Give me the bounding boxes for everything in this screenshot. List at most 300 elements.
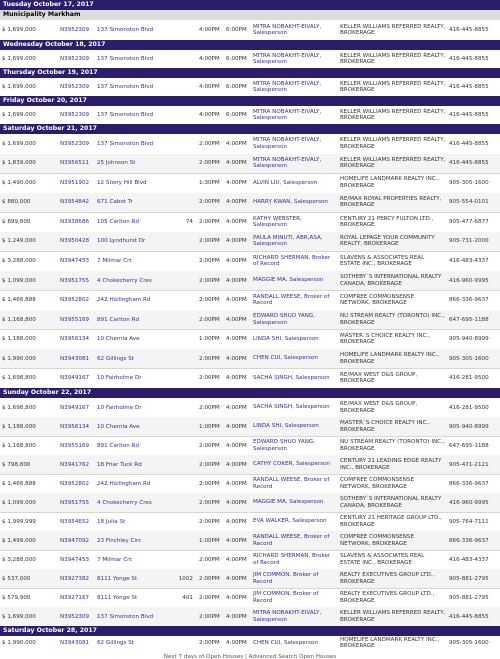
listing-mls-link[interactable] [60, 512, 98, 531]
listing-address-link-text: 4 Chokecherry Cres [97, 499, 152, 506]
listing-brokerage [340, 512, 446, 531]
listing-start-time [199, 154, 225, 174]
listing-agent-link[interactable] [253, 251, 337, 271]
listing-address-link[interactable] [97, 20, 175, 40]
listing-start-time-text: 4:00PM [199, 112, 220, 118]
listing-mls-link[interactable] [60, 531, 98, 550]
listing-agent-link-text: MITRA NOBAKHT-EIVALY, Salesperson [253, 80, 322, 93]
listing-price-text: $ 1,099,000 [2, 277, 36, 284]
listing-row [0, 493, 500, 513]
listing-agent-link[interactable] [253, 636, 337, 650]
listing-price [2, 493, 54, 512]
listing-phone-text: 647-695-1188 [449, 442, 489, 449]
listing-brokerage [340, 212, 446, 232]
listing-agent-link-text: MITRA NOBAKHT-EIVALY, Salesperson [253, 137, 322, 150]
listing-address-link[interactable] [97, 368, 175, 388]
listing-price [2, 474, 54, 493]
listing-brokerage-text: KELLER WILLIAMS REFERRED REALTY, BROKERAGE [340, 156, 446, 170]
listing-brokerage [340, 106, 446, 124]
listing-address-link[interactable] [97, 134, 175, 154]
listing-brokerage [340, 134, 446, 154]
listing-phone [449, 607, 499, 626]
listing-brokerage-text: REALTY EXECUTIVES GROUP LTD., BROKERAGE [340, 591, 435, 604]
listing-end-time [226, 310, 252, 330]
listing-agent-link[interactable] [253, 512, 337, 531]
listing-agent-link-text: MITRA NOBAKHT-EIVALY, Salesperson [253, 108, 322, 121]
listing-address-link-text: 137 Simonston Blvd [97, 613, 154, 620]
listing-price-text: $ 1,999,999 [2, 518, 36, 525]
listing-agent-link-text: CHEN CUI, Salesperson [253, 639, 318, 646]
listing-price [2, 193, 54, 213]
listing-price-text: $ 1,699,000 [2, 84, 36, 90]
listing-start-time-text: 2:00PM [199, 297, 220, 304]
listing-agent-link[interactable] [253, 20, 337, 40]
listing-agent-link-text: JIM COMMON, Broker of Record [253, 572, 319, 585]
listing-address-link[interactable] [97, 531, 175, 550]
listing-agent-link-text: SACHA SINGH, Salesperson [253, 404, 330, 411]
listing-phone-text: 866-336-9637 [449, 480, 489, 487]
listing-row [0, 349, 500, 370]
listing-address-link-text: 137 Simonston Blvd [97, 84, 154, 90]
listing-agent-link[interactable] [253, 310, 337, 330]
listing-agent-link-text: MAGGIE MA, Salesperson [253, 499, 324, 506]
listing-start-time-text: 2:00PM [199, 442, 220, 449]
listing-address-link-text: 7 Milmar Crt [97, 257, 132, 264]
listing-end-time [226, 636, 252, 650]
listing-price [2, 329, 54, 349]
listing-phone [449, 398, 499, 417]
listing-mls-link[interactable] [60, 173, 98, 193]
listing-start-time [199, 251, 225, 271]
listing-brokerage [340, 50, 446, 68]
listing-brokerage-text: CENTURY 21 HERITAGE GROUP LTD., BROKERAGE [340, 515, 442, 528]
listing-address-link[interactable] [97, 349, 175, 369]
listing-brokerage [340, 455, 446, 474]
listing-price [2, 588, 54, 607]
listing-address-link[interactable] [97, 154, 175, 174]
listing-unit [173, 20, 193, 40]
listing-start-time [199, 349, 225, 369]
listing-agent-link[interactable] [253, 154, 337, 174]
listing-price-text: $ 1,249,000 [2, 238, 36, 245]
listing-mls-link[interactable] [60, 212, 98, 232]
listing-agent-link[interactable] [253, 493, 337, 512]
listing-end-time [226, 50, 252, 68]
listing-mls-link[interactable] [60, 154, 98, 174]
listing-brokerage [340, 78, 446, 96]
listing-start-time-text: 1:00PM [199, 423, 220, 430]
listing-brokerage [340, 290, 446, 310]
listing-agent-link[interactable] [253, 212, 337, 232]
listing-row [0, 78, 500, 96]
listing-end-time-text: 4:00PM [226, 336, 247, 343]
listing-address-link[interactable] [97, 455, 175, 474]
listing-start-time [199, 455, 225, 474]
listing-brokerage-text: NU STREAM REALTY (TORONTO) INC., BROKERAGE [340, 313, 445, 326]
listing-mls-link-text: N3949167 [60, 375, 90, 382]
listing-address-link[interactable] [97, 212, 175, 232]
listing-address-link[interactable] [97, 569, 175, 588]
listing-agent-link-text: LINDA SHI, Salesperson [253, 335, 319, 342]
listing-start-time-text: 2:00PM [199, 594, 220, 601]
listing-start-time [199, 531, 225, 550]
listing-address-link[interactable] [97, 193, 175, 213]
listing-unit [173, 636, 193, 650]
listing-mls-link-text: N3927167 [60, 594, 90, 601]
listing-brokerage-text: SLAVENS & ASSOCIATES REAL ESTATE INC., BROKERAGE [340, 254, 425, 267]
listing-phone-text: 416-483-4337 [449, 556, 489, 563]
listing-phone [449, 271, 499, 291]
listing-mls-link-text: N3947453 [60, 556, 90, 563]
listing-agent-link[interactable] [253, 436, 337, 455]
listing-address-link[interactable] [97, 232, 175, 252]
listing-phone [449, 50, 499, 68]
listing-agent-link[interactable] [253, 134, 337, 154]
listing-brokerage-text: MASTER`S CHOICE REALTY INC., BROKERAGE [340, 332, 431, 346]
listing-mls-link[interactable] [60, 20, 98, 40]
listing-start-time-text: 2:00PM [199, 160, 220, 167]
listing-price [2, 290, 54, 310]
listing-brokerage [340, 474, 446, 493]
advanced-search-link[interactable]: Advanced Search Open Houses [248, 654, 337, 659]
listing-mls-link-text: N3952309 [60, 56, 90, 62]
listing-address-link[interactable] [97, 50, 175, 68]
listing-start-time-text: 1:30PM [199, 179, 220, 186]
listing-unit [173, 550, 193, 569]
listing-mls-link[interactable] [60, 493, 98, 512]
listing-start-time [199, 398, 225, 417]
listing-row [0, 271, 500, 292]
listing-end-time-text: 4:00PM [226, 556, 247, 563]
listing-agent-link[interactable] [253, 193, 337, 213]
listing-price [2, 212, 54, 232]
listing-mls-link[interactable] [60, 349, 98, 369]
listing-start-time-text: 2:00PM [199, 518, 220, 525]
listing-start-time [199, 329, 225, 349]
day-header: Thursday October 19, 2017 [0, 68, 500, 78]
listing-address-link[interactable] [97, 78, 175, 96]
listing-price [2, 436, 54, 455]
listing-unit [173, 436, 193, 455]
listing-brokerage [340, 329, 446, 349]
listing-address-link[interactable] [97, 550, 175, 569]
listing-mls-link[interactable] [60, 134, 98, 154]
listing-mls-link-text: N3952309 [60, 112, 90, 118]
listing-end-time-text: 4:00PM [226, 375, 247, 382]
listing-start-time-text: 2:00PM [199, 404, 220, 411]
listing-phone-text: 416-281-9500 [449, 404, 489, 411]
listing-agent-link[interactable] [253, 607, 337, 626]
listing-address-link-text: 100 Lyndhurst Dr [97, 238, 146, 245]
listing-address-link-text: 137 Simonston Blvd [97, 140, 154, 147]
listing-row [0, 134, 500, 155]
listing-mls-link-text: N3938686 [60, 218, 90, 225]
listing-unit-text: 1002 [178, 575, 193, 582]
listing-end-time-text: 4:00PM [226, 238, 247, 245]
listing-mls-link[interactable] [60, 368, 98, 388]
listing-agent-link[interactable] [253, 368, 337, 388]
listing-end-time [226, 398, 252, 417]
listing-address-link[interactable] [97, 512, 175, 531]
listing-unit [173, 398, 193, 417]
listing-mls-link[interactable] [60, 636, 98, 650]
listing-end-time-text: 6:00PM [226, 56, 247, 62]
listing-unit [173, 310, 193, 330]
listing-phone [449, 20, 499, 40]
listing-agent-link-text: EDWARD SHUO YANG, Salesperson [253, 313, 316, 326]
listing-phone-text: 416-281-9500 [449, 375, 489, 382]
listing-row [0, 569, 500, 589]
listing-mls-link[interactable] [60, 569, 98, 588]
listing-agent-link[interactable] [253, 455, 337, 474]
listing-agent-link[interactable] [253, 398, 337, 417]
listing-phone [449, 78, 499, 96]
listing-address-link[interactable] [97, 329, 175, 349]
listing-address-link[interactable] [97, 436, 175, 455]
listing-row [0, 193, 500, 214]
listing-unit [173, 232, 193, 252]
listing-end-time [226, 368, 252, 388]
listing-address-link[interactable] [97, 493, 175, 512]
listing-unit [173, 290, 193, 310]
listing-agent-link[interactable] [253, 173, 337, 193]
listing-address-link[interactable] [97, 417, 175, 436]
listing-mls-link[interactable] [60, 271, 98, 291]
listing-row [0, 474, 500, 494]
listing-brokerage [340, 232, 446, 252]
listing-price [2, 106, 54, 124]
listing-agent-link[interactable] [253, 106, 337, 124]
listing-mls-link[interactable] [60, 232, 98, 252]
listing-phone-text: 416-445-8855 [449, 27, 489, 33]
listing-unit [173, 154, 193, 174]
listing-mls-link[interactable] [60, 310, 98, 330]
listing-unit [173, 193, 193, 213]
listing-end-time-text: 4:00PM [226, 518, 247, 525]
listing-phone-text: 866-336-9637 [449, 537, 489, 544]
listing-phone [449, 134, 499, 154]
day-header: Tuesday October 17, 2017 [0, 0, 500, 10]
listing-agent-link[interactable] [253, 474, 337, 493]
listing-address-link[interactable] [97, 310, 175, 330]
listing-mls-link-text: N3952802 [60, 480, 90, 487]
listing-address-link[interactable] [97, 607, 175, 626]
listing-mls-link-text: N3952309 [60, 27, 90, 33]
listing-mls-link[interactable] [60, 588, 98, 607]
listing-address-link[interactable] [97, 173, 175, 193]
listing-mls-link[interactable] [60, 251, 98, 271]
listing-mls-link[interactable] [60, 436, 98, 455]
listing-brokerage-text: KELLER WILLIAMS REFERRED REALTY, BROKERAGE [340, 610, 446, 623]
listing-phone [449, 531, 499, 550]
listing-row [0, 368, 500, 388]
listing-start-time-text: 2:00PM [199, 257, 220, 264]
listing-agent-link-text: EDWARD SHUO YANG, Salesperson [253, 439, 316, 452]
listing-phone-text: 905-940-8999 [449, 423, 489, 430]
listing-end-time-text: 4:00PM [226, 594, 247, 601]
listing-mls-link-text: N3947453 [60, 257, 90, 264]
listing-agent-link[interactable] [253, 569, 337, 588]
listing-start-time [199, 78, 225, 96]
listing-address-link[interactable] [97, 474, 175, 493]
listing-end-time-text: 4:00PM [226, 257, 247, 264]
listing-price [2, 134, 54, 154]
listing-end-time [226, 154, 252, 174]
listing-unit [173, 455, 193, 474]
footer-links [0, 654, 500, 659]
listing-brokerage [340, 310, 446, 330]
listing-brokerage [340, 173, 446, 193]
listing-agent-link[interactable] [253, 290, 337, 310]
listing-start-time [199, 290, 225, 310]
listing-start-time-text: 2:00PM [199, 613, 220, 620]
listing-price [2, 569, 54, 588]
listing-agent-link-text: CATHY COKER, Salesperson [253, 461, 331, 468]
listing-brokerage-text: REALTY EXECUTIVES GROUP LTD., BROKERAGE [340, 572, 435, 585]
listing-mls-link[interactable] [60, 550, 98, 569]
listing-brokerage [340, 550, 446, 569]
listing-mls-link[interactable] [60, 607, 98, 626]
listing-address-link-text: 137 Simonston Blvd [97, 56, 154, 62]
listing-mls-link[interactable] [60, 106, 98, 124]
listing-end-time-text: 6:00PM [226, 112, 247, 118]
listing-agent-link[interactable] [253, 78, 337, 96]
listing-agent-link[interactable] [253, 271, 337, 291]
listing-end-time [226, 550, 252, 569]
listing-agent-link-text: MITRA NOBAKHT-EIVALY, Salesperson [253, 52, 322, 65]
listing-end-time-text: 4:00PM [226, 277, 247, 284]
listing-agent-link[interactable] [253, 50, 337, 68]
listing-end-time-text: 4:00PM [226, 140, 247, 147]
listing-address-link-text: 242 Hollingham Rd [97, 480, 151, 487]
listing-end-time [226, 588, 252, 607]
listing-mls-link[interactable] [60, 417, 98, 436]
listing-price-text: $ 1,839,000 [2, 160, 36, 167]
listing-agent-link[interactable] [253, 417, 337, 436]
listing-agent-link[interactable] [253, 349, 337, 369]
listing-address-link-text: 10 Fairholme Dr [97, 375, 142, 382]
listing-start-time-text: 4:00PM [199, 56, 220, 62]
listing-start-time [199, 20, 225, 40]
listing-end-time-text: 4:00PM [226, 575, 247, 582]
day-header: Sunday October 22, 2017 [0, 388, 500, 398]
listing-brokerage-text: ROYAL LEPAGE YOUR COMMUNITY REALTY, BROKERAGE [340, 235, 435, 248]
listing-end-time [226, 493, 252, 512]
listing-mls-link-text: N3947092 [60, 537, 90, 544]
listing-price [2, 271, 54, 291]
listing-phone-text: 905-731-2000 [449, 238, 489, 245]
listing-price-text: $ 1,698,800 [2, 375, 36, 382]
listing-brokerage-text: CENTURY 21 LEADING EDGE REALTY INC., BROKERAGE [340, 458, 442, 471]
listing-unit [173, 212, 193, 232]
listing-price-text: $ 1,990,000 [2, 355, 36, 362]
listing-agent-link[interactable] [253, 588, 337, 607]
listing-address-link-text: 105 Carlton Rd [97, 218, 140, 225]
listing-brokerage-text: HOMELIFE LANDMARK REALTY INC., BROKERAGE [340, 176, 440, 189]
listing-end-time-text: 4:00PM [226, 499, 247, 506]
listing-mls-link[interactable] [60, 398, 98, 417]
next-7-days-link[interactable]: Next 7 days of Open Houses [163, 654, 244, 659]
listing-address-link-text: 10 Chernia Ave [97, 336, 140, 343]
listing-phone [449, 212, 499, 232]
listing-price-text: $ 1,699,000 [2, 112, 36, 118]
listing-mls-link-text: N3955169 [60, 316, 90, 323]
listing-brokerage-text: RE/MAX ROYAL PROPERTIES REALTY, BROKERAGE [340, 195, 442, 209]
listing-unit [173, 173, 193, 193]
listing-mls-link[interactable] [60, 78, 98, 96]
listing-phone-text: 416-445-8855 [449, 160, 489, 167]
listing-phone [449, 550, 499, 569]
listing-price-text: $ 1,499,000 [2, 537, 36, 544]
listing-row [0, 20, 500, 40]
listing-mls-link[interactable] [60, 193, 98, 213]
listing-end-time [226, 436, 252, 455]
listing-agent-link-text: RANDALL WEESE, Broker of Record [253, 534, 330, 547]
listing-row [0, 310, 500, 331]
listing-price [2, 512, 54, 531]
listing-unit [173, 271, 193, 291]
listing-mls-link[interactable] [60, 329, 98, 349]
listing-unit [173, 569, 193, 588]
listing-brokerage-text: CENTURY 21 PERCY FULTON LTD., BROKERAGE [340, 215, 434, 228]
listing-agent-link[interactable] [253, 329, 337, 349]
listing-price-text: $ 798,800 [2, 461, 31, 468]
listing-price [2, 398, 54, 417]
listing-start-time [199, 173, 225, 193]
listing-brokerage [340, 368, 446, 388]
listing-mls-link[interactable] [60, 455, 98, 474]
listing-row [0, 455, 500, 475]
listing-agent-link[interactable] [253, 531, 337, 550]
listing-phone [449, 474, 499, 493]
listing-unit-text: 401 [182, 594, 193, 601]
listing-address-link[interactable] [97, 636, 175, 650]
listing-end-time-text: 4:00PM [226, 537, 247, 544]
listing-mls-link-text: N3949167 [60, 404, 90, 411]
listing-address-link[interactable] [97, 251, 175, 271]
listing-mls-link[interactable] [60, 474, 98, 493]
listing-end-time-text: 4:00PM [226, 355, 247, 362]
listing-mls-link[interactable] [60, 50, 98, 68]
listing-row [0, 232, 500, 253]
listing-phone [449, 349, 499, 369]
listing-end-time [226, 455, 252, 474]
listing-address-link[interactable] [97, 588, 175, 607]
listing-brokerage-text: COMFREE COMMONSENSE NETWORK, BROKERAGE [340, 477, 414, 490]
listing-mls-link[interactable] [60, 290, 98, 310]
listing-brokerage-text: KELLER WILLIAMS REFERRED REALTY, BROKERAGE [340, 108, 446, 121]
listing-end-time-text: 4:00PM [226, 160, 247, 167]
listing-start-time-text: 2:00PM [199, 461, 220, 468]
listing-end-time [226, 232, 252, 252]
listing-address-link[interactable] [97, 290, 175, 310]
listing-start-time [199, 212, 225, 232]
listing-address-link[interactable] [97, 271, 175, 291]
listing-phone [449, 232, 499, 252]
listing-start-time-text: 2:00PM [199, 218, 220, 225]
listing-phone-text: 416-445-8855 [449, 613, 489, 620]
listing-address-link[interactable] [97, 106, 175, 124]
listing-brokerage-text: SLAVENS & ASSOCIATES REAL ESTATE INC., BROKERAGE [340, 553, 425, 566]
listing-agent-link[interactable] [253, 550, 337, 569]
listing-price-text: $ 1,168,800 [2, 316, 36, 323]
listing-agent-link[interactable] [253, 232, 337, 252]
listing-brokerage-text: NU STREAM REALTY (TORONTO) INC., BROKERAGE [340, 439, 445, 452]
listing-start-time-text: 2:00PM [199, 499, 220, 506]
listing-address-link[interactable] [97, 398, 175, 417]
listing-end-time [226, 271, 252, 291]
listing-brokerage [340, 193, 446, 213]
